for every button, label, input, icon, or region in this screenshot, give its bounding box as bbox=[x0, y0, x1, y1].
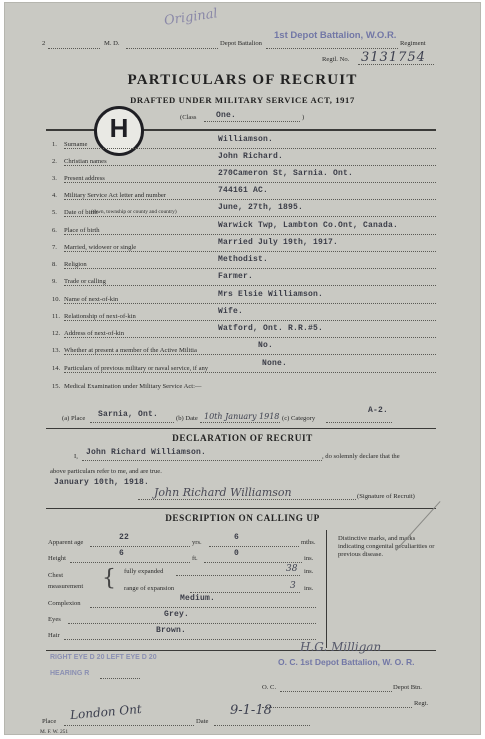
complexion-label: Complexion bbox=[48, 600, 81, 607]
ins-label-range: ins. bbox=[304, 585, 314, 592]
particular-number: 12. bbox=[52, 330, 61, 337]
apparent-age-years: 22 bbox=[119, 533, 130, 542]
md-label: M. D. bbox=[104, 40, 120, 47]
oc-signature: H.G. Milligan bbox=[300, 640, 382, 654]
complexion-value: Medium. bbox=[180, 594, 216, 603]
particular-number: 15. bbox=[52, 383, 61, 390]
particular-value: Married July 19th, 1917. bbox=[218, 238, 339, 247]
yrs-label: yrs. bbox=[192, 539, 202, 546]
regiment-label: Regiment bbox=[400, 40, 426, 47]
depot-battalion-label: Depot Battalion bbox=[220, 40, 262, 47]
range-label: range of expansion bbox=[124, 585, 175, 592]
particular-dotted-line bbox=[64, 285, 436, 286]
chest-brace: { bbox=[102, 566, 116, 591]
medical-place: Sarnia, Ont. bbox=[98, 410, 159, 419]
particular-label: Christian names bbox=[64, 158, 107, 165]
particular-dotted-line bbox=[64, 165, 436, 166]
particular-label: Military Service Act letter and number bbox=[64, 192, 166, 199]
hair-label: Hair bbox=[48, 632, 60, 639]
date-value: 9-1-18 bbox=[230, 703, 272, 718]
particular-number: 1. bbox=[52, 141, 57, 148]
distinctive-marks: Distinctive marks, and marks indicating congenital peculiarities or previous disease. bbox=[338, 535, 435, 558]
particular-number: 8. bbox=[52, 261, 57, 268]
particular-label: Address of next-of-kin bbox=[64, 330, 125, 337]
recruit-form bbox=[4, 2, 481, 735]
regt-label: Regt. bbox=[414, 700, 429, 707]
particular-value: Watford, Ont. R.R.#5. bbox=[218, 324, 324, 333]
particular-label: Date of birth bbox=[64, 209, 98, 216]
hair-value: Brown. bbox=[156, 626, 187, 635]
particular-label: Particulars of previous military or naval service, if any bbox=[64, 365, 209, 372]
eyes-value: Grey. bbox=[164, 610, 190, 619]
eyes-label: Eyes bbox=[48, 616, 61, 623]
particular-dotted-line bbox=[64, 354, 436, 355]
particular-value: June, 27th, 1895. bbox=[218, 203, 304, 212]
medical-date-label: (b) Date bbox=[176, 415, 198, 422]
particular-number: 5. bbox=[52, 209, 57, 216]
hearing-stamp: HEARING R bbox=[50, 670, 90, 677]
particular-number: 2. bbox=[52, 158, 57, 165]
declaration-heading: DECLARATION OF RECRUIT bbox=[172, 433, 313, 443]
form-number: 2 bbox=[42, 40, 46, 47]
particular-label: Whether at present a member of the Active Militia bbox=[64, 347, 197, 354]
particular-dotted-line bbox=[64, 234, 436, 235]
particular-label: Religion bbox=[64, 261, 87, 268]
particular-number: 4. bbox=[52, 192, 57, 199]
depot-btn-label: Depot Btn. bbox=[393, 684, 422, 691]
apparent-age-months: 6 bbox=[234, 533, 240, 542]
particular-value: Methodist. bbox=[218, 255, 269, 264]
depot-battalion-stamp: 1st Depot Battalion, W.O.R. bbox=[274, 30, 397, 41]
page-subtitle: DRAFTED UNDER MILITARY SERVICE ACT, 1917 bbox=[130, 95, 355, 105]
description-heading: DESCRIPTION ON CALLING UP bbox=[165, 513, 320, 523]
class-prefix: (Class bbox=[180, 114, 197, 121]
particular-number: 9. bbox=[52, 278, 57, 285]
date-label: Date bbox=[196, 718, 209, 725]
declaration-date: January 10th, 1918. bbox=[54, 478, 150, 487]
particular-dotted-line bbox=[64, 372, 436, 373]
declaration-text1: , do solemnly declare that the bbox=[322, 453, 400, 460]
particular-number: 7. bbox=[52, 244, 57, 251]
place-label: Place bbox=[42, 718, 57, 725]
height-label: Height bbox=[48, 555, 66, 562]
particular-dotted-line bbox=[64, 320, 436, 321]
particular-dotted-line bbox=[64, 148, 436, 149]
chest-label: Chest bbox=[48, 572, 64, 579]
medical-place-label: (a) Place bbox=[62, 415, 86, 422]
recruit-signature: John Richard Williamson bbox=[154, 486, 292, 499]
particular-value: 270Cameron St, Sarnia. Ont. bbox=[218, 169, 354, 178]
declaration-name: John Richard Williamson. bbox=[86, 448, 207, 457]
particular-dotted-line bbox=[64, 337, 436, 338]
apparent-age-label: Apparent age bbox=[48, 539, 84, 546]
particular-label: Married, widower or single bbox=[64, 244, 137, 251]
particular-label: Relationship of next-of-kin bbox=[64, 313, 136, 320]
place-value: London Ont bbox=[69, 701, 143, 723]
particular-value: Farmer. bbox=[218, 272, 254, 281]
declaration-i: I, bbox=[74, 453, 78, 460]
ins-label-expanded: ins. bbox=[304, 568, 314, 575]
particular-number: 11. bbox=[52, 313, 60, 320]
seal-letter: H bbox=[109, 113, 129, 143]
fully-expanded-value: 38 bbox=[286, 564, 298, 574]
particular-dotted-line bbox=[64, 303, 436, 304]
particular-value: Warwick Twp, Lambton Co.Ont, Canada. bbox=[218, 221, 399, 230]
particular-value: None. bbox=[262, 359, 288, 368]
class-suffix: ) bbox=[302, 114, 305, 121]
ft-label: ft. bbox=[192, 555, 198, 562]
particular-number: 10. bbox=[52, 296, 61, 303]
regtl-no-label: Regtl. No. bbox=[322, 56, 350, 63]
particular-value: John Richard. bbox=[218, 152, 284, 161]
mths-label: mths. bbox=[301, 539, 316, 546]
page-title: PARTICULARS OF RECRUIT bbox=[127, 72, 358, 88]
class-value: One. bbox=[216, 111, 237, 120]
ins-label-height: ins. bbox=[304, 555, 314, 562]
range-value: 3 bbox=[290, 581, 296, 591]
signature-label: (Signature of Recruit) bbox=[357, 493, 415, 500]
eye-test-stamp: RIGHT EYE D 20 LEFT EYE D 20 bbox=[50, 654, 157, 661]
particular-label: Name of next-of-kin bbox=[64, 296, 119, 303]
fully-expanded-label: fully expanded bbox=[124, 568, 164, 575]
form-code: M. F. W. 251 bbox=[40, 729, 69, 735]
particular-number: 6. bbox=[52, 227, 57, 234]
particular-label: Medical Examination under Military Service Act:— bbox=[64, 383, 202, 390]
particular-value: No. bbox=[258, 341, 274, 350]
oc-stamp: O. C. 1st Depot Battalion, W. O. R. bbox=[278, 657, 415, 667]
declaration-text2: above particulars refer to me, and are true. bbox=[50, 468, 162, 475]
particular-dotted-line bbox=[64, 268, 436, 269]
particular-value: Mrs Elsie Williamson. bbox=[218, 290, 324, 299]
height-ft: 6 bbox=[119, 549, 125, 558]
measurement-label: measurement bbox=[48, 583, 84, 590]
medical-date: 10th January 1918 bbox=[204, 412, 280, 421]
particular-number: 3. bbox=[52, 175, 57, 182]
particular-value: Williamson. bbox=[218, 135, 274, 144]
particular-value: 744161 AC. bbox=[218, 186, 269, 195]
particular-number: 14. bbox=[52, 365, 61, 372]
particular-dotted-line bbox=[64, 182, 436, 183]
place-of-birth-note: (town, township or county and country) bbox=[91, 209, 177, 215]
original-annotation: Original bbox=[163, 6, 219, 29]
oc-label: O. C. bbox=[262, 684, 277, 691]
particular-dotted-line bbox=[64, 216, 436, 217]
particular-dotted-line bbox=[64, 251, 436, 252]
particular-dotted-line bbox=[64, 199, 436, 200]
particular-label: Place of birth bbox=[64, 227, 100, 234]
particular-value: Wife. bbox=[218, 307, 244, 316]
medical-category: A-2. bbox=[368, 406, 389, 415]
medical-category-label: (c) Category bbox=[282, 415, 316, 422]
height-ins: 0 bbox=[234, 549, 240, 558]
particular-label: Trade or calling bbox=[64, 278, 106, 285]
particular-label: Surname bbox=[64, 141, 88, 148]
particular-label: Present address bbox=[64, 175, 105, 182]
particular-number: 13. bbox=[52, 347, 61, 354]
regtl-no-value: 3131754 bbox=[361, 50, 426, 65]
